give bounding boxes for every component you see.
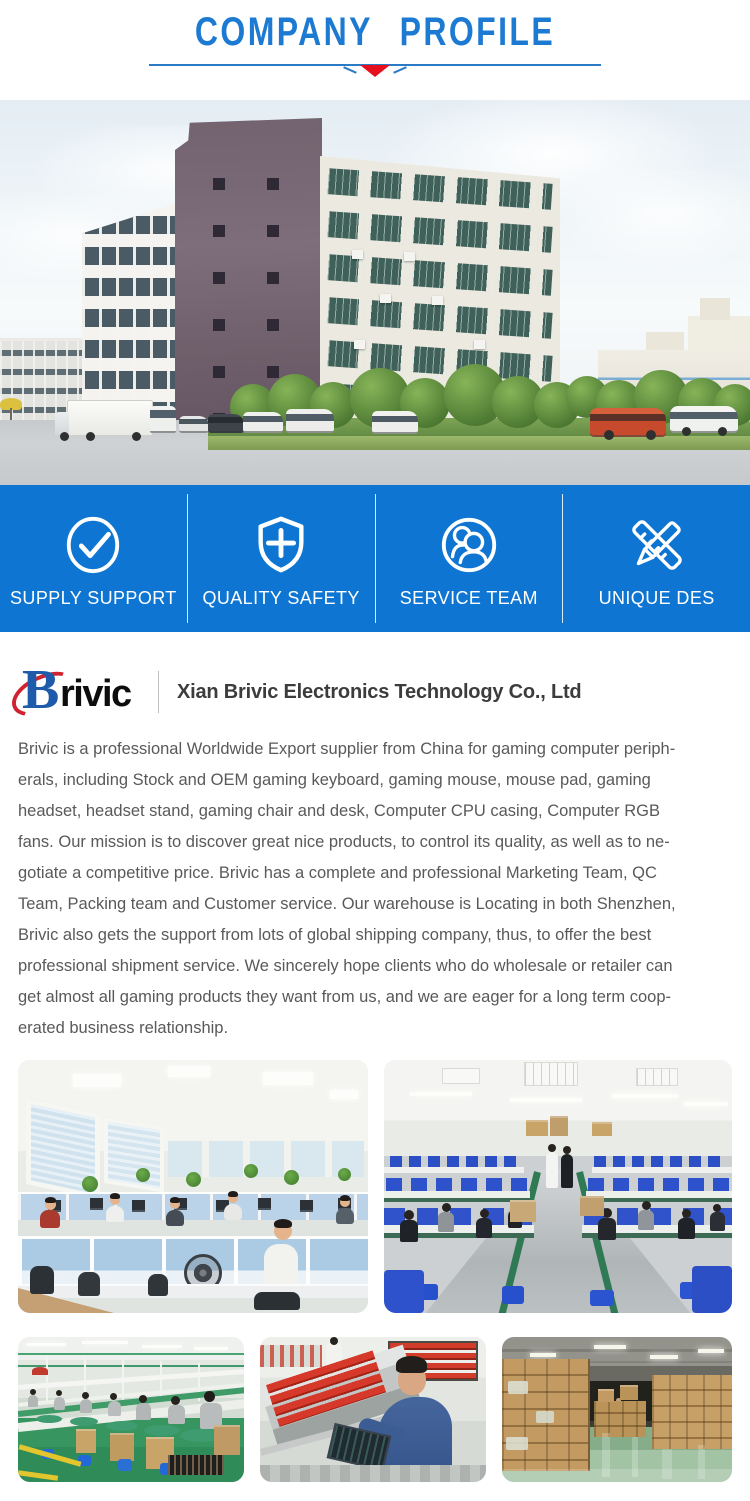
photo-decor-shape (18, 1284, 368, 1298)
about-line: headset, headset stand, gaming chair and desk, Computer CPU casing, Computer RGB (18, 802, 661, 820)
about-line: get almost all gaming products they want from us, and we are eager for a long term coop- (18, 988, 671, 1006)
feature-label: SUPPLY SUPPORT (10, 587, 177, 608)
photo-decor-shape (32, 1367, 48, 1375)
photo-decor-shape (136, 1403, 151, 1420)
photo-decor-shape (106, 1206, 124, 1222)
underline-wing-right (393, 66, 407, 74)
photo-decor-shape (214, 1425, 240, 1455)
warehouse-photo (502, 1337, 732, 1482)
photo-decor-shape (506, 1437, 528, 1450)
page-title: COMPANY PROFILE (194, 10, 556, 54)
photo-decor-shape (502, 1286, 524, 1304)
underline-wing-left (343, 66, 357, 74)
photo-decor-shape (118, 1459, 132, 1471)
photo-decor-shape (594, 1156, 726, 1167)
photo-decor-shape (442, 1068, 480, 1084)
photo-decor-shape (73, 1074, 121, 1087)
feature-supply-support (0, 485, 187, 632)
photo-decor-shape (286, 409, 334, 433)
photo-decor-shape (150, 406, 176, 433)
photo-decor-shape (550, 1116, 568, 1136)
photo-decor-shape (372, 411, 418, 434)
photo-decor-shape (254, 1292, 300, 1310)
title-underline (149, 59, 601, 79)
photo-decor-shape (636, 1068, 678, 1086)
photo-decor-shape (380, 294, 391, 303)
photo-decor-shape (179, 416, 209, 433)
photo-decor-shape (18, 1365, 244, 1367)
photo-decor-shape (530, 1353, 556, 1357)
photo-decor-shape (168, 1066, 210, 1077)
photo-decor-shape (390, 1156, 522, 1167)
photo-decor-shape (330, 1337, 338, 1345)
photo-decor-shape (86, 432, 95, 441)
company-profile-header (0, 0, 750, 100)
about-line: erals, including Stock and OEM gaming keyboard, gaming mouse, mouse pad, gaming (18, 771, 651, 789)
photo-decor-shape (166, 1210, 184, 1226)
photo-decor-shape (594, 1401, 646, 1437)
photo-decor-shape (642, 1201, 651, 1210)
photo-decor-shape (612, 1094, 678, 1098)
photo-decor-shape (148, 1274, 168, 1296)
feature-label: SERVICE TEAM (399, 587, 538, 608)
photo-decor-shape (260, 1345, 322, 1367)
photo-decor-shape (171, 1396, 180, 1405)
photo-decor-shape (580, 1196, 604, 1216)
photo-decor-shape (82, 1176, 98, 1192)
photo-row-bottom (0, 1337, 750, 1501)
feature-label: QUALITY SAFETY (202, 587, 360, 608)
photo-decor-shape (274, 1219, 292, 1228)
photo-decor-shape (384, 1270, 424, 1313)
photo-decor-shape (536, 1411, 554, 1423)
feature-service-team (376, 485, 563, 632)
photo-decor-shape (400, 1220, 418, 1242)
photo-decor-shape (228, 1191, 238, 1197)
photo-decor-shape (510, 1098, 582, 1102)
photo-decor-shape (168, 1405, 185, 1424)
photo-decor-shape (260, 1465, 486, 1482)
photo-decor-shape (550, 170, 750, 270)
photo-decor-shape (258, 1198, 271, 1210)
photo-decor-shape (650, 1355, 678, 1359)
photo-decor-shape (682, 427, 691, 436)
photo-decor-shape (244, 1164, 258, 1178)
photo-decor-shape (586, 1198, 732, 1202)
photo-decor-shape (638, 1210, 654, 1230)
quality-inspection-photo (260, 1337, 486, 1482)
assembly-line-photo (384, 1060, 732, 1313)
about-line: fans. Our mission is to discover great nice products, to control its quality, as well as to ne- (18, 833, 670, 851)
about-line: gotiate a competitive price. Brivic has a complete and professional Marketing Team, QC (18, 864, 657, 882)
photo-decor-shape (678, 1218, 695, 1239)
about-line: erated business relationship. (18, 1019, 229, 1037)
photo-decor-shape (604, 430, 614, 440)
brivic-logo (18, 659, 146, 721)
photo-decor-shape (410, 1092, 472, 1096)
photo-decor-shape (386, 1178, 528, 1191)
photo-decor-shape (46, 1355, 48, 1401)
photo-decor-shape (548, 1144, 556, 1152)
photo-decor-shape (54, 1397, 65, 1410)
photo-decor-shape (36, 1415, 62, 1423)
photo-decor-shape (432, 296, 443, 305)
photo-decor-shape (526, 1120, 548, 1136)
photo-decor-shape (592, 1167, 732, 1173)
photo-decor-shape (510, 1200, 536, 1222)
photo-decor-shape (561, 1154, 573, 1188)
photo-decor-shape (142, 1345, 182, 1348)
photo-decor-shape (80, 1399, 92, 1413)
photo-decor-shape (40, 1210, 60, 1228)
photo-decor-shape (56, 1390, 62, 1396)
photo-decor-shape (590, 1290, 614, 1306)
photo-decor-shape (563, 1146, 571, 1154)
logo-wordmark: rivic (60, 673, 131, 715)
photo-decor-shape (396, 1356, 427, 1373)
photo-decor-shape (28, 1395, 38, 1407)
office-photo (18, 1060, 368, 1313)
company-name: Xian Brivic Electronics Technology Co., Ltd (177, 680, 582, 703)
photo-decor-shape (224, 1204, 242, 1220)
photo-decor-shape (136, 1168, 150, 1182)
photo-decor-shape (620, 1385, 638, 1400)
photo-decor-shape (524, 1062, 578, 1086)
photo-decor-shape (186, 1172, 201, 1187)
photo-decor-shape (110, 1193, 120, 1199)
photo-decor-shape (76, 1429, 96, 1453)
photo-decor-shape (384, 1191, 530, 1198)
photo-decor-shape (78, 1272, 100, 1296)
photo-decor-shape (592, 1122, 612, 1136)
photo-decor-shape (598, 1218, 616, 1240)
photo-decor-shape (170, 1197, 180, 1203)
photo-decor-shape (82, 1341, 128, 1344)
design-tools-icon (626, 513, 688, 577)
feature-banner (0, 485, 750, 632)
photo-decor-shape (700, 298, 730, 320)
photo-decor-shape (18, 1353, 244, 1355)
photo-decor-shape (476, 1218, 492, 1238)
photo-decor-shape (30, 1389, 36, 1395)
feature-unique-design (563, 485, 750, 632)
photo-decor-shape (168, 1138, 364, 1177)
photo-decor-shape (692, 1266, 732, 1313)
photo-decor-shape (474, 340, 485, 349)
photo-decor-shape (243, 412, 283, 433)
photo-decor-shape (204, 1391, 215, 1402)
photo-decor-shape (67, 400, 153, 436)
photo-decor-shape (340, 1195, 350, 1201)
photo-decor-shape (352, 250, 363, 259)
photo-decor-shape (698, 1349, 724, 1353)
photo-decor-shape (60, 432, 69, 441)
photo-decor-shape (710, 1212, 725, 1231)
photo-decor-shape (404, 252, 415, 261)
photo-decor-shape (10, 408, 12, 420)
photo-decor-shape (594, 1345, 626, 1349)
photo-decor-shape (652, 1375, 732, 1449)
photo-decor-shape (194, 1347, 228, 1350)
photo-decor-shape (338, 1168, 351, 1181)
photo-decor-shape (330, 1090, 358, 1099)
photo-decor-shape (508, 1381, 528, 1394)
about-line: Team, Packing team and Customer service. Our warehouse is Locating in both Shenzhen, (18, 895, 676, 913)
photo-decor-shape (26, 1343, 66, 1346)
photo-decor-shape (384, 1198, 530, 1202)
team-icon (438, 513, 500, 577)
photo-decor-shape (18, 1192, 368, 1220)
photo-decor-shape (586, 1191, 732, 1198)
photo-decor-shape (284, 1170, 299, 1185)
photo-decor-shape (404, 1210, 414, 1220)
photo-decor-shape (384, 1167, 524, 1173)
photo-decor-shape (132, 432, 141, 441)
photo-decor-shape (70, 1417, 98, 1426)
photo-decor-shape (718, 427, 727, 436)
feature-quality-safety (188, 485, 375, 632)
factory-building-photo (0, 100, 750, 485)
photo-decor-shape (670, 406, 738, 433)
photo-decor-shape (132, 1200, 145, 1212)
photo-decor-shape (82, 1392, 89, 1399)
photo-row-top (0, 1060, 750, 1313)
photo-decor-shape (104, 1117, 164, 1193)
photo-decor-shape (438, 1212, 454, 1232)
about-line: Brivic is a professional Worldwide Export supplier from China for gaming computer periph- (18, 740, 676, 758)
check-circle-icon (62, 513, 124, 577)
photo-decor-shape (646, 430, 656, 440)
about-line: Brivic also gets the support from lots of global shipping company, thus, to offer the best (18, 926, 652, 944)
photo-decor-shape (480, 1209, 489, 1218)
about-paragraph (18, 734, 732, 1044)
photo-decor-shape (30, 1266, 54, 1294)
photo-decor-shape (588, 1178, 730, 1191)
photo-decor-shape (684, 1102, 728, 1106)
photo-decor-shape (45, 1197, 56, 1203)
photo-decor-shape (139, 1395, 147, 1403)
photo-decor-shape (682, 1209, 691, 1218)
photo-decor-shape (106, 1421, 138, 1431)
photo-decor-shape (546, 1152, 558, 1188)
feature-label: UNIQUE DES (598, 587, 715, 608)
photo-decor-shape (110, 1433, 134, 1461)
photo-decor-shape (713, 1204, 721, 1212)
photo-decor-shape (598, 1389, 614, 1402)
company-name-row (0, 659, 750, 722)
photo-decor-shape (213, 178, 225, 423)
photo-decor-shape (354, 340, 365, 349)
photo-decor-shape (168, 1455, 224, 1475)
photo-decor-shape (208, 436, 750, 450)
logo-divider (158, 671, 159, 713)
photo-decor-shape (336, 1208, 354, 1224)
shield-plus-icon (250, 513, 312, 577)
about-line: professional shipment service. We sincerely hope clients who do wholesale or retailer can (18, 957, 673, 975)
photo-decor-shape (110, 1393, 117, 1400)
photo-decor-shape (442, 1203, 451, 1212)
photo-decor-shape (502, 1469, 732, 1482)
photo-decor-shape (300, 1200, 313, 1212)
photo-decor-shape (208, 414, 244, 433)
down-triangle-icon (360, 65, 390, 77)
photo-decor-shape (108, 1401, 121, 1416)
production-line-photo (18, 1337, 244, 1482)
photo-decor-shape (90, 1198, 103, 1210)
photo-decor-shape (144, 1425, 180, 1436)
photo-decor-shape (263, 1072, 313, 1085)
logo-initial: B (22, 659, 60, 721)
